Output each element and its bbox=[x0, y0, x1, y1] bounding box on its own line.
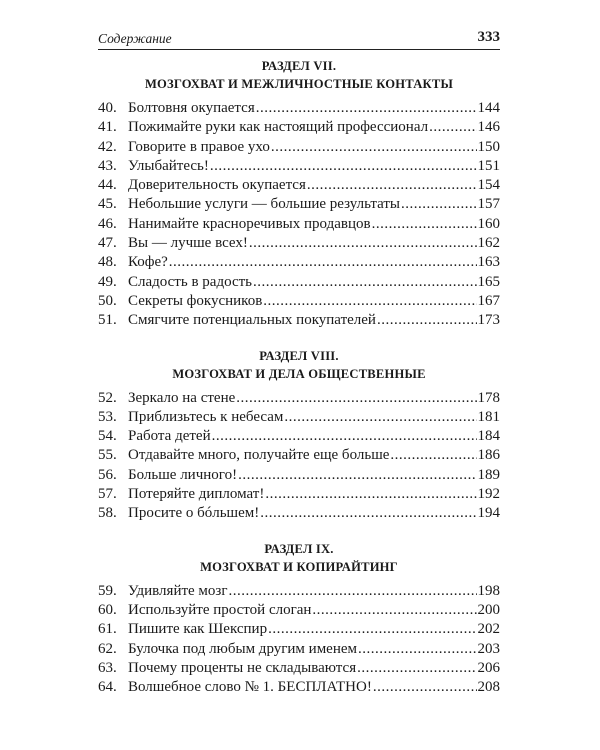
entry-title: Сладость в радость bbox=[128, 273, 253, 290]
entry-number: 45. bbox=[98, 196, 117, 213]
entry-page: 150 bbox=[477, 138, 500, 155]
section-subtitle: МОЗГОХВАТ И ДЕЛА ОБЩЕСТВЕННЫЕ bbox=[172, 366, 426, 381]
entry-title: Смягчите потенциальных покупателей bbox=[128, 312, 376, 329]
dot-leader bbox=[307, 176, 477, 195]
dot-leader bbox=[377, 311, 477, 330]
entry-title: Работа детей bbox=[128, 428, 211, 445]
entry-number: 40. bbox=[98, 100, 117, 116]
entry-page: 157 bbox=[477, 196, 500, 213]
toc-entry[interactable] bbox=[98, 118, 500, 137]
dot-leader bbox=[210, 157, 477, 176]
toc-section bbox=[98, 57, 500, 331]
toc-section bbox=[98, 347, 500, 524]
entry-number: 62. bbox=[98, 640, 117, 657]
entry-number: 60. bbox=[98, 601, 117, 618]
toc-entry[interactable] bbox=[98, 157, 500, 176]
entry-title: Больше личного! bbox=[128, 466, 238, 483]
toc-entry[interactable] bbox=[98, 389, 500, 408]
entry-title: Улыбайтесь! bbox=[128, 157, 209, 174]
entry-page: 189 bbox=[477, 466, 500, 483]
entry-page: 160 bbox=[477, 215, 500, 232]
dot-leader bbox=[372, 215, 477, 234]
entry-page: 167 bbox=[477, 292, 500, 309]
section-subtitle: МОЗГОХВАТ И МЕЖЛИЧНОСТНЫЕ КОНТАКТЫ bbox=[144, 77, 454, 91]
header-rule bbox=[98, 49, 500, 50]
entry-number: 41. bbox=[98, 119, 117, 136]
entry-title: Кофе? bbox=[128, 254, 168, 271]
entry-page: 186 bbox=[477, 447, 500, 464]
entry-title: Секреты фокусников bbox=[128, 292, 263, 309]
dot-leader bbox=[429, 118, 476, 137]
entry-title: Почему проценты не складываются bbox=[128, 659, 357, 676]
entry-number: 63. bbox=[98, 659, 117, 676]
entry-title: Говорите в правое ухо bbox=[128, 138, 270, 155]
entry-page: 206 bbox=[477, 659, 500, 676]
section-gap bbox=[98, 331, 500, 347]
toc-entry[interactable] bbox=[98, 427, 500, 446]
toc-entry[interactable] bbox=[98, 446, 500, 465]
dot-leader bbox=[253, 273, 476, 292]
toc-entry[interactable] bbox=[98, 292, 500, 311]
entry-page: 184 bbox=[477, 428, 500, 445]
dot-leader bbox=[238, 466, 476, 485]
entry-page: 181 bbox=[477, 408, 500, 425]
toc-entry[interactable] bbox=[98, 176, 500, 195]
dot-leader bbox=[263, 292, 476, 311]
entry-title: Удивляйте мозг bbox=[128, 582, 228, 599]
section-gap bbox=[98, 524, 500, 540]
entry-title: Небольшие услуги — большие результаты bbox=[128, 196, 400, 213]
toc-entry[interactable] bbox=[98, 640, 500, 659]
dot-leader bbox=[271, 138, 477, 157]
entry-title: Отдавайте много, получайте еще больше bbox=[128, 447, 390, 464]
entry-page: 163 bbox=[477, 254, 500, 271]
page-number: 333 bbox=[477, 29, 500, 45]
entry-number: 46. bbox=[98, 215, 117, 232]
entry-title: Нанимайте красноречивых продавцов bbox=[128, 215, 371, 232]
entry-number: 48. bbox=[98, 254, 117, 271]
dot-leader bbox=[249, 234, 477, 253]
toc-entry[interactable] bbox=[98, 138, 500, 157]
running-title: Содержание bbox=[98, 31, 172, 46]
entry-title: Потеряйте дипломат! bbox=[128, 486, 265, 503]
entry-number: 57. bbox=[98, 486, 117, 503]
entry-number: 64. bbox=[98, 679, 117, 696]
entry-title: Приблизьтесь к небесам bbox=[128, 408, 284, 425]
entry-title: Болтовня окупается bbox=[128, 100, 255, 116]
entry-number: 55. bbox=[98, 447, 117, 464]
dot-leader bbox=[256, 99, 477, 118]
entry-page: 162 bbox=[477, 235, 500, 252]
dot-leader bbox=[373, 678, 477, 697]
entry-title: Просите о бóльшем! bbox=[128, 505, 260, 522]
entry-title: Пожимайте руки как настоящий профессионал bbox=[128, 119, 429, 136]
entry-number: 47. bbox=[98, 235, 117, 252]
toc-entry[interactable] bbox=[98, 215, 500, 234]
toc-entry[interactable] bbox=[98, 659, 500, 678]
table-of-contents bbox=[98, 57, 500, 697]
entry-page: 203 bbox=[477, 640, 500, 657]
entry-number: 58. bbox=[98, 505, 117, 522]
toc-entry[interactable] bbox=[98, 504, 500, 523]
entry-page: 146 bbox=[477, 119, 500, 136]
entry-page: 194 bbox=[477, 505, 500, 522]
dot-leader bbox=[284, 408, 476, 427]
section-heading: РАЗДЕЛ VII. bbox=[261, 59, 337, 73]
dot-leader bbox=[357, 659, 476, 678]
toc-entry[interactable] bbox=[98, 311, 500, 330]
entry-title: Вы — лучше всех! bbox=[128, 235, 248, 252]
section-heading: РАЗДЕЛ VIII. bbox=[259, 348, 339, 363]
dot-leader bbox=[260, 504, 476, 523]
dot-leader bbox=[268, 620, 476, 639]
entry-number: 61. bbox=[98, 621, 117, 638]
entry-number: 43. bbox=[98, 157, 117, 174]
entry-title: Булочка под любым другим именем bbox=[128, 640, 358, 657]
section-subtitle: МОЗГОХВАТ И КОПИРАЙТИНГ bbox=[200, 559, 398, 574]
entry-number: 52. bbox=[98, 389, 117, 406]
entry-page: 165 bbox=[477, 273, 500, 290]
entry-number: 42. bbox=[98, 138, 117, 155]
entry-page: 144 bbox=[477, 100, 500, 116]
dot-leader bbox=[212, 427, 477, 446]
entry-number: 59. bbox=[98, 582, 117, 599]
entry-title: Используйте простой слоган bbox=[128, 601, 312, 618]
entry-page: 202 bbox=[477, 621, 500, 638]
dot-leader bbox=[401, 195, 477, 214]
entry-number: 54. bbox=[98, 428, 117, 445]
entry-page: 200 bbox=[477, 601, 500, 618]
entry-page: 154 bbox=[477, 177, 500, 194]
entry-number: 50. bbox=[98, 292, 117, 309]
toc-entry[interactable] bbox=[98, 253, 500, 272]
entry-title: Доверительность окупается bbox=[128, 177, 306, 194]
entry-page: 178 bbox=[477, 389, 500, 406]
toc-entry[interactable] bbox=[98, 678, 500, 697]
dot-leader bbox=[229, 582, 477, 601]
toc-entry[interactable] bbox=[98, 408, 500, 427]
entry-number: 49. bbox=[98, 273, 117, 290]
toc-entry[interactable] bbox=[98, 620, 500, 639]
entry-number: 44. bbox=[98, 177, 117, 194]
entry-page: 173 bbox=[477, 312, 500, 329]
entry-title: Волшебное слово № 1. БЕСПЛАТНО! bbox=[128, 679, 372, 696]
toc-entry[interactable] bbox=[98, 99, 500, 118]
entry-page: 198 bbox=[477, 582, 500, 599]
toc-entry[interactable] bbox=[98, 485, 500, 504]
dot-leader bbox=[312, 601, 476, 620]
toc-section bbox=[98, 540, 500, 698]
dot-leader bbox=[390, 446, 476, 465]
toc-entry[interactable] bbox=[98, 195, 500, 214]
entry-page: 192 bbox=[477, 486, 500, 503]
dot-leader bbox=[169, 253, 477, 272]
entry-title: Пишите как Шекспир bbox=[128, 621, 268, 638]
dot-leader bbox=[236, 389, 476, 408]
toc-entry[interactable] bbox=[98, 234, 500, 253]
entry-number: 51. bbox=[98, 312, 117, 329]
entry-title: Зеркало на стене bbox=[128, 389, 236, 406]
entry-number: 53. bbox=[98, 408, 117, 425]
entry-page: 151 bbox=[477, 157, 500, 174]
toc-entry[interactable] bbox=[98, 582, 500, 601]
toc-entry[interactable] bbox=[98, 466, 500, 485]
entry-page: 208 bbox=[477, 679, 500, 696]
dot-leader bbox=[265, 485, 476, 504]
entry-number: 56. bbox=[98, 466, 117, 483]
section-heading: РАЗДЕЛ IX. bbox=[264, 541, 334, 556]
toc-entry[interactable] bbox=[98, 273, 500, 292]
toc-entry[interactable] bbox=[98, 601, 500, 620]
dot-leader bbox=[358, 640, 476, 659]
running-header bbox=[98, 29, 500, 49]
